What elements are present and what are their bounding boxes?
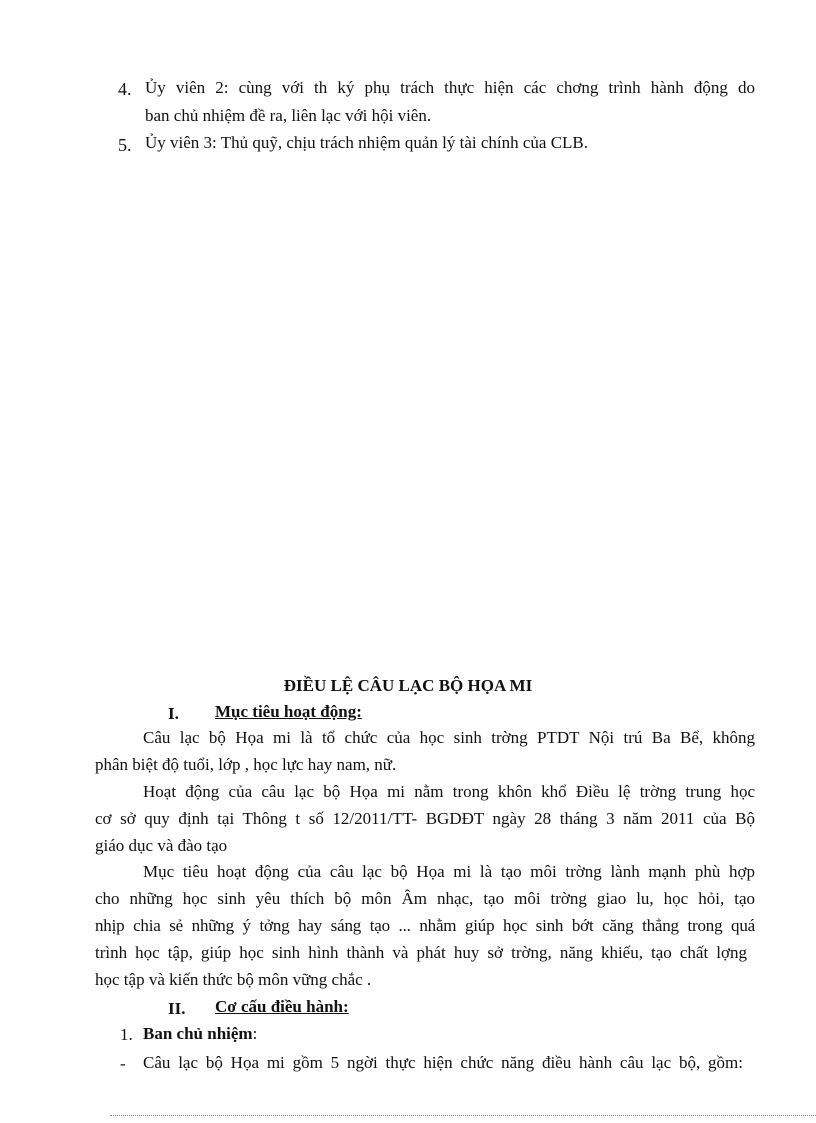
paragraph-1-line2: phân biệt độ tuổi, lớp , học lực hay nam, nữ. bbox=[95, 755, 397, 774]
paragraph-2-line3: giáo dục và đào tạo bbox=[95, 836, 228, 855]
document-title: ĐIỀU LỆ CÂU LẠC BỘ HỌA MI bbox=[283, 676, 533, 695]
section-1-number: I. bbox=[168, 704, 179, 723]
paragraph-3-line5: học tập và kiến thức bộ môn vững chắc . bbox=[95, 970, 372, 989]
subsection-1-colon: : bbox=[252, 1024, 258, 1043]
section-2-heading: Cơ cấu điều hành: bbox=[215, 997, 349, 1016]
list-item-4-line1: Ủy viên 2: cùng với th ký phụ trách thực hiện các chơng trình hành động do bbox=[145, 78, 755, 97]
subsection-1-number: 1. bbox=[120, 1025, 133, 1044]
list-item-4-line2: ban chủ nhiệm đề ra, liên lạc với hội viên. bbox=[145, 106, 432, 125]
bullet-marker: - bbox=[120, 1054, 126, 1073]
section-1-heading: Mục tiêu hoạt động: bbox=[215, 702, 362, 721]
page-bottom-divider bbox=[110, 1115, 816, 1116]
paragraph-2-line2: cơ sở quy định tại Thông t số 12/2011/TT- BGDĐT ngày 28 tháng 3 năm 2011 của Bộ bbox=[95, 809, 755, 828]
paragraph-3-line2: cho những học sinh yêu thích bộ môn Âm nhạc, tạo môi trờng giao lu, học hỏi, tạo bbox=[95, 889, 755, 908]
bullet-text: Câu lạc bộ Họa mi gồm 5 ngời thực hiện chức năng điều hành câu lạc bộ, gồm: bbox=[143, 1053, 743, 1072]
paragraph-3-line4: trình học tập, giúp học sinh hình thành và phát huy sở trờng, năng khiếu, tạo chất lợng bbox=[95, 943, 747, 962]
paragraph-2-line1: Hoạt động của câu lạc bộ Họa mi nằm trong khôn khổ Điều lệ trờng trung học bbox=[143, 782, 755, 801]
paragraph-1-line1: Câu lạc bộ Họa mi là tổ chức của học sinh trờng PTDT Nội trú Ba Bể, không bbox=[143, 728, 755, 747]
section-2-number: II. bbox=[168, 999, 186, 1018]
list-item-5-line1: Ủy viên 3: Thủ quỹ, chịu trách nhiệm quản lý tài chính của CLB. bbox=[145, 133, 589, 152]
paragraph-3-line3: nhịp chia sẻ những ý tởng hay sáng tạo ... nhằm giúp học sinh bớt căng thẳng trong quá bbox=[95, 916, 755, 935]
list-number-4: 4. bbox=[118, 79, 132, 99]
subsection-1-label: Ban chủ nhiệm bbox=[143, 1024, 253, 1043]
paragraph-3-line1: Mục tiêu hoạt động của câu lạc bộ Họa mi là tạo môi trờng lành mạnh phù hợp bbox=[143, 862, 755, 881]
subsection-1-title bbox=[143, 1024, 257, 1044]
list-number-5: 5. bbox=[118, 135, 132, 155]
